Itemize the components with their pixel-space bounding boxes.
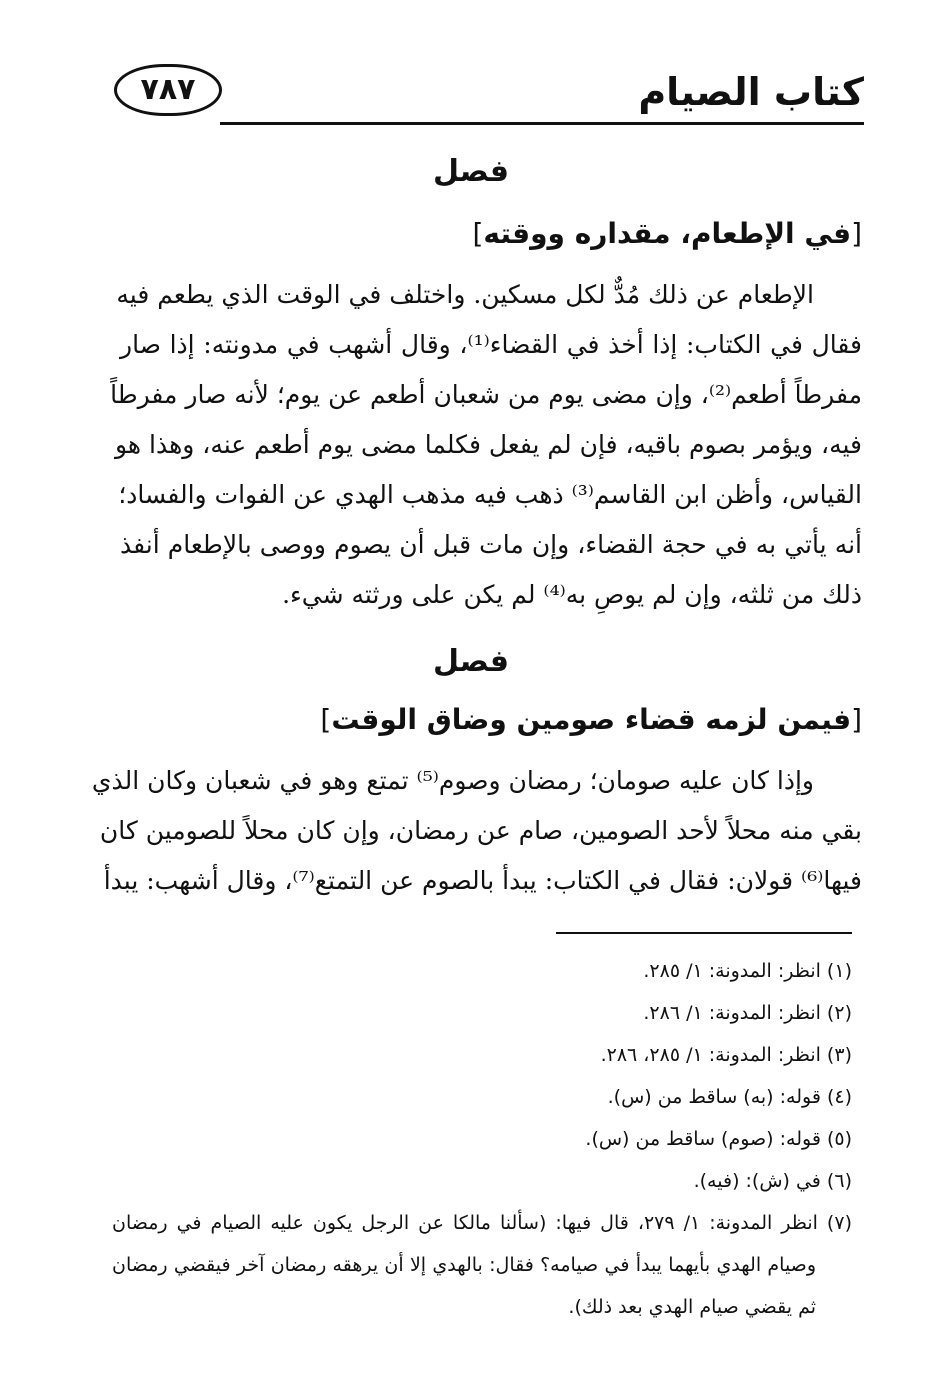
bracket-close: ]	[472, 217, 484, 250]
footnote: (٣) انظر: المدونة: ١/ ٢٨٥، ٢٨٦.	[600, 1044, 852, 1066]
text-line: ذلك من ثلثه، وإن لم يوصِ به⁽⁴⁾ لم يكن على ورثته شيء.	[282, 580, 862, 609]
footnote-continuation: وصيام الهدي بأيهما يبدأ في صيامه؟ فقال: بالهدي إلا أن يرهقه رمضان آخر فيقضي رمضان	[112, 1254, 816, 1276]
footnote-separator	[556, 932, 852, 934]
text-line: فقال في الكتاب: إذا أخذ في القضاء⁽¹⁾، وقال أشهب في مدونته: إذا صار	[120, 330, 862, 359]
section-subheading	[320, 700, 862, 740]
page-number-badge	[114, 64, 222, 116]
paragraph	[91, 756, 862, 906]
text-line: أنه يأتي به في حجة القضاء، وإن مات قبل أن يصوم ووصى بالإطعام أنفذ	[120, 530, 862, 559]
text-line: الإطعام عن ذلك مُدٌّ لكل مسكين. واختلف في الوقت الذي يطعم فيه	[116, 280, 814, 309]
section-subheading	[472, 214, 862, 254]
page-number: ٧٨٧	[140, 72, 196, 107]
running-header	[108, 60, 864, 126]
text-line: فيه، ويؤمر بصوم باقيه، فإن لم يفعل فكلما مضى يوم أطعم عنه، وهذا هو	[114, 430, 862, 459]
text-line: القياس، وأظن ابن القاسم⁽³⁾ ذهب فيه مذهب الهدي عن الفوات والفساد؛	[118, 480, 862, 509]
text-line: مفرطاً أطعم⁽²⁾، وإن مضى يوم من شعبان أطعم عن يوم؛ لأنه صار مفرطاً	[110, 380, 862, 409]
footnote: (٤) قوله: (به) ساقط من (س).	[607, 1086, 852, 1108]
footnote: (٧) انظر المدونة: ١/ ٢٧٩، قال فيها: (سألنا مالكا عن الرجل يكون عليه الصيام في رمضان	[112, 1212, 852, 1234]
bracket-open: [	[851, 703, 862, 736]
text-line: فيها⁽⁶⁾ قولان: فقال في الكتاب: يبدأ بالصوم عن التمتع⁽⁷⁾، وقال أشهب: يبدأ	[103, 866, 862, 895]
text-line: وإذا كان عليه صومان؛ رمضان وصوم⁽⁵⁾ تمتع وهو في شعبان وكان الذي	[91, 766, 814, 795]
header-rule	[220, 122, 864, 125]
subheading-text: في الإطعام، مقداره ووقته	[483, 217, 852, 250]
section-heading: فصل	[433, 154, 509, 189]
text-line: بقي منه محلاً لأحد الصومين، صام عن رمضان، وإن كان محلاً للصومين كان	[99, 816, 862, 845]
chapter-title: كتاب الصيام	[638, 70, 864, 114]
footnote: (٥) قوله: (صوم) ساقط من (س).	[585, 1128, 852, 1150]
subheading-text: فيمن لزمه قضاء صومين وضاق الوقت	[331, 703, 852, 736]
footnote: (١) انظر: المدونة: ١/ ٢٨٥.	[643, 960, 852, 982]
footnote: (٢) انظر: المدونة: ١/ ٢٨٦.	[643, 1002, 852, 1024]
section-heading: فصل	[433, 644, 509, 679]
paragraph	[110, 270, 862, 620]
footnote-continuation: ثم يقضي صيام الهدي بعد ذلك).	[568, 1296, 816, 1318]
footnote: (٦) في (ش): (فيه).	[693, 1170, 852, 1192]
bracket-open: [	[851, 217, 862, 250]
footnotes	[112, 950, 852, 1350]
bracket-close: ]	[320, 703, 332, 736]
